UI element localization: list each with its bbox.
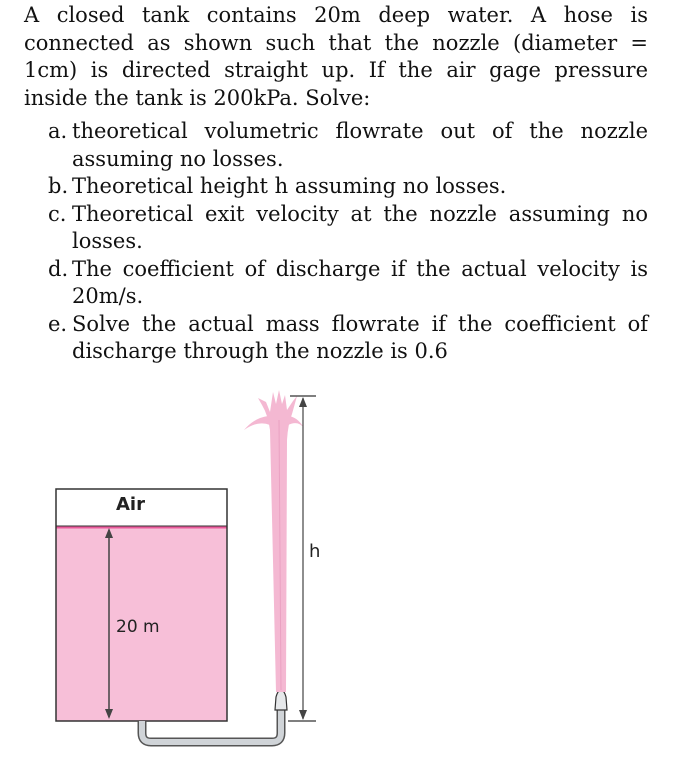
question-text: Theoretical height h assuming no losses. — [72, 174, 507, 198]
question-letter: e. — [48, 311, 68, 336]
question-text: The coefficient of discharge if the actual velocity is 20m/s. — [72, 256, 648, 308]
nozzle — [275, 690, 287, 710]
question-letter: a. — [48, 119, 68, 143]
question-letter: c. — [48, 201, 67, 226]
height-label: h — [309, 541, 321, 562]
question-text: theoretical volumetric flowrate out of the nozzle assuming no losses. — [72, 119, 648, 171]
question-text: Solve the actual mass flowrate if the coefficient of discharge through the nozzle is 0.6 — [72, 311, 648, 363]
problem-intro: A closed tank contains 20m deep water. A hose is connected as shown such that the nozzle (diameter = 1cm) is directed straight up. If the air gage pressure inside the tank is 200kPa. Solve: — [24, 3, 648, 110]
question-letter: d. — [48, 256, 69, 281]
question-letter: b. — [48, 174, 69, 198]
height-arrow-top — [299, 397, 307, 407]
jet-spray-left — [244, 416, 270, 430]
jet-spray-right — [287, 416, 304, 428]
height-arrow-bottom — [299, 710, 307, 720]
question-text: Theoretical exit velocity at the nozzle assuming no losses. — [72, 201, 648, 253]
depth-label: 20 m — [116, 617, 160, 637]
air-label: Air — [116, 494, 145, 515]
water-jet — [258, 390, 297, 692]
